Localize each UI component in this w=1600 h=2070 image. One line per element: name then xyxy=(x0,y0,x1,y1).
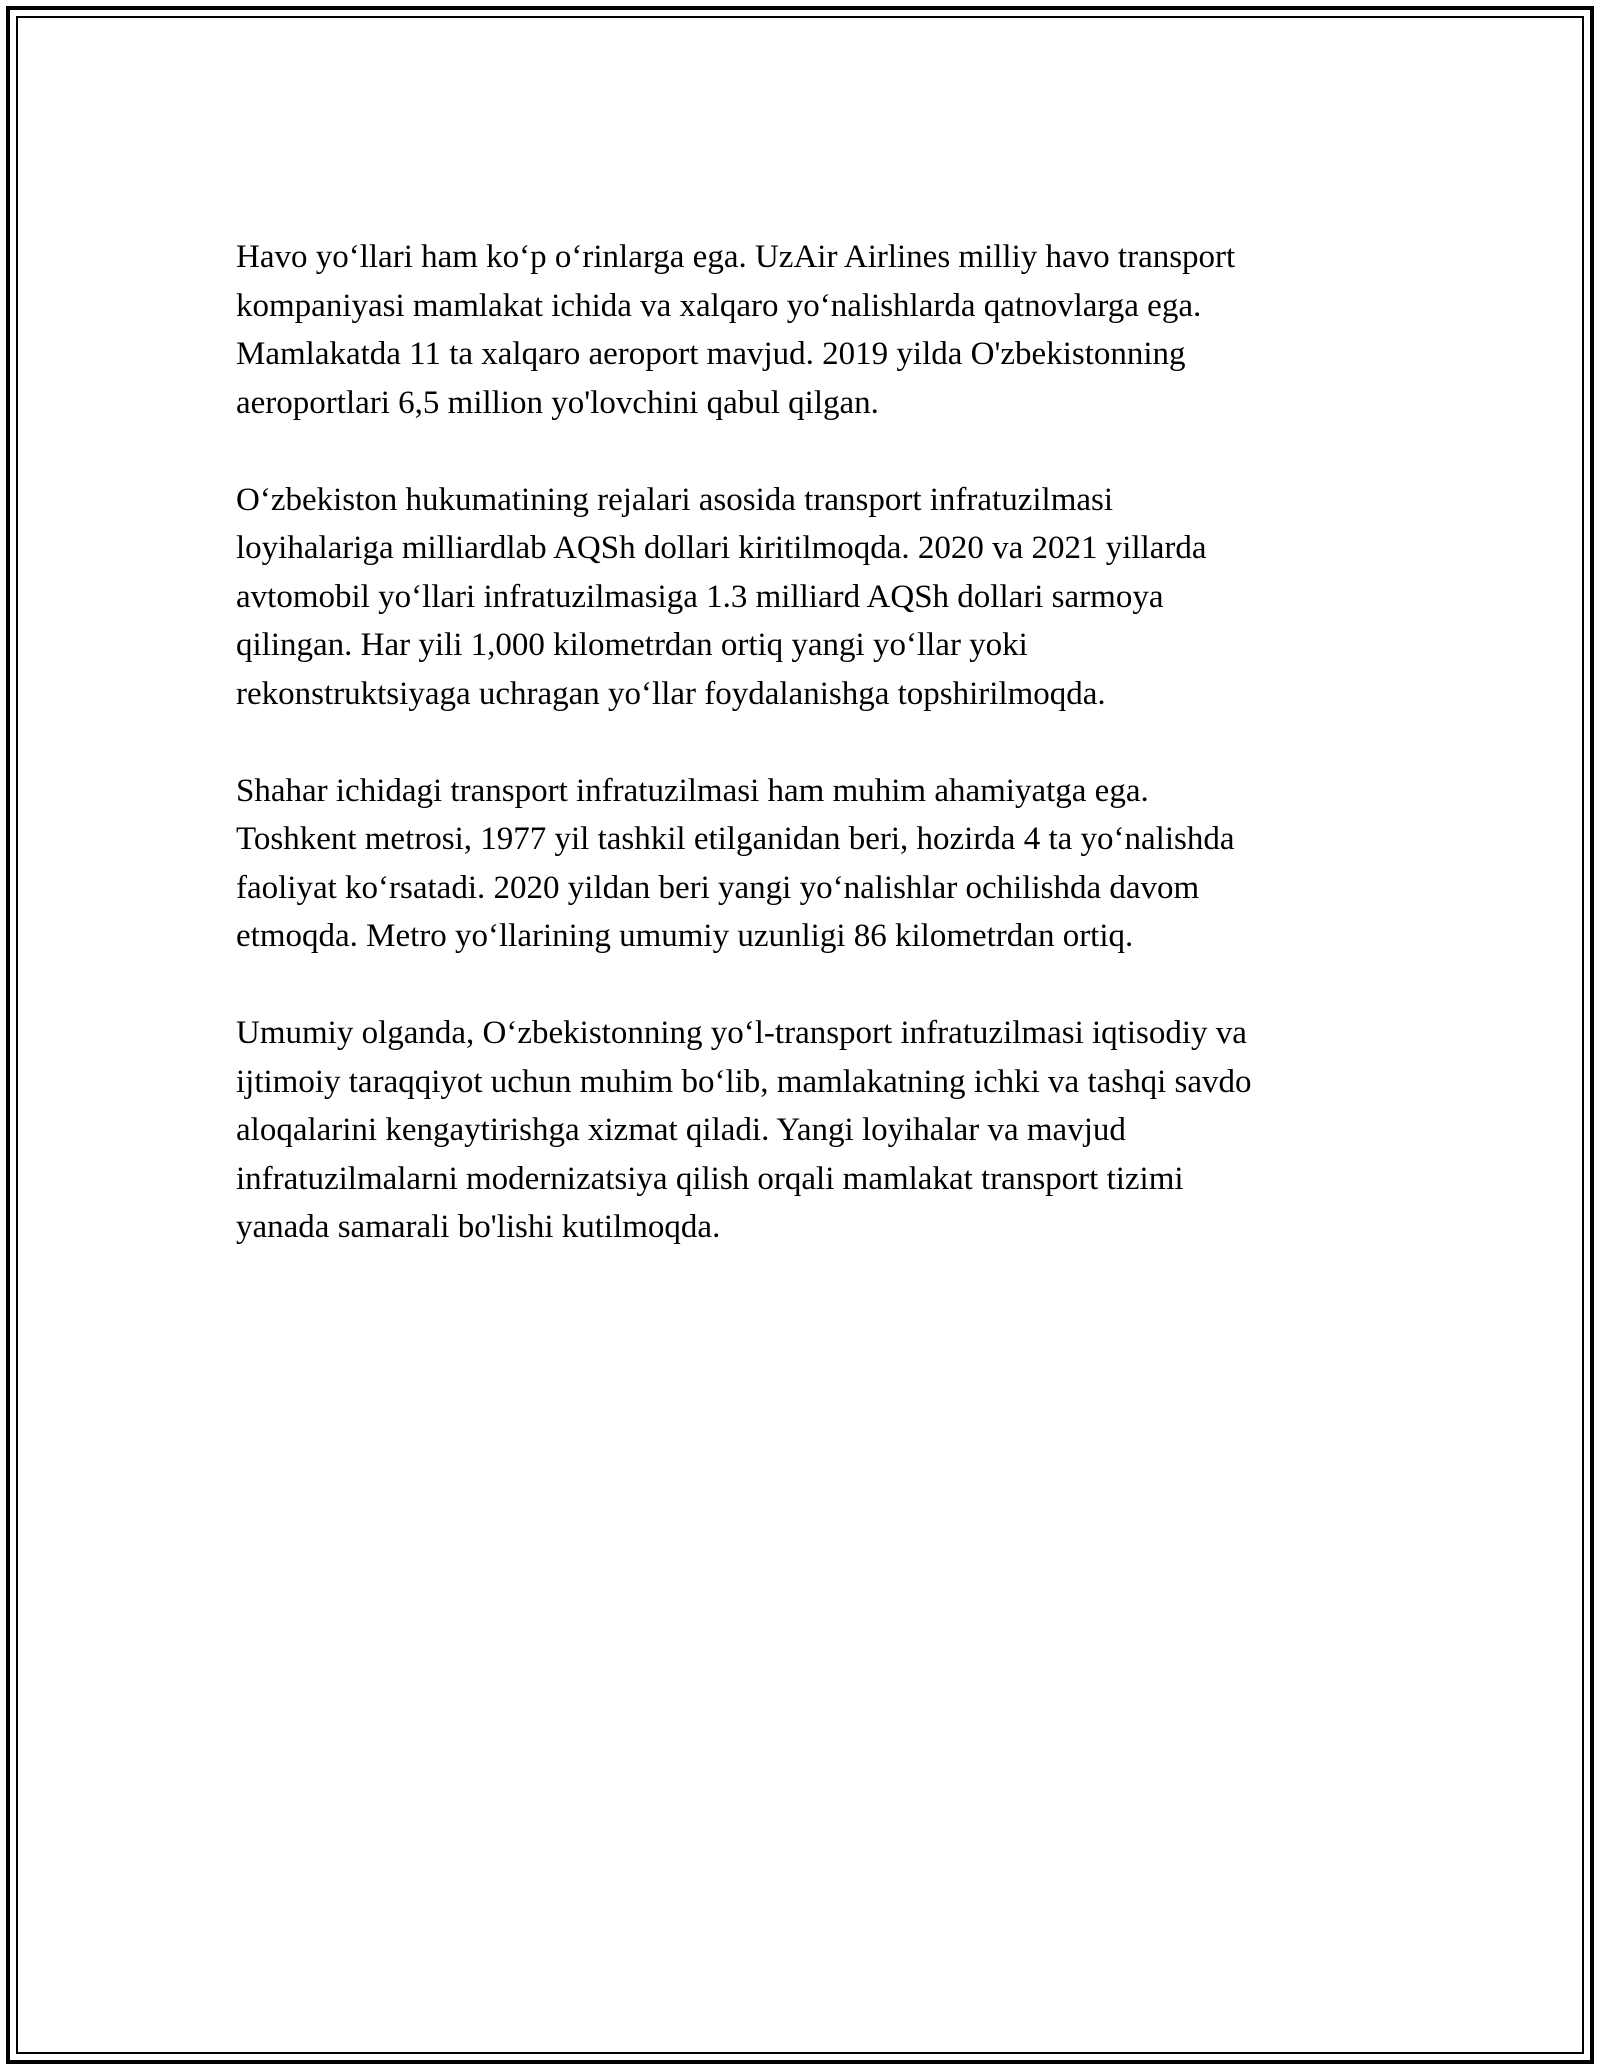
text-line: faoliyat ko‘rsatadi. 2020 yildan beri yangi yo‘nalishlar ochilishda davom xyxy=(236,869,1200,906)
text-line: Havo yo‘llari ham ko‘p o‘rinlarga ega. UzAir Airlines milliy havo transport xyxy=(236,239,1236,275)
text-line: kompaniyasi mamlakat ichida va xalqaro yo‘nalishlarda qatnovlarga ega. xyxy=(236,287,1202,324)
text-line: loyihalariga milliardlab AQSh dollari kiritilmoqda. 2020 va 2021 yillarda xyxy=(236,530,1207,566)
text-line: etmoqda. Metro yo‘llarining umumiy uzunligi 86 kilometrdan ortiq. xyxy=(236,918,1134,954)
text-line: O‘zbekiston hukumatining rejalari asosida transport infratuzilmasi xyxy=(236,481,1114,518)
text-line: aloqalarini kengaytirishga xizmat qiladi. Yangi loyihalar va mavjud xyxy=(236,1112,1126,1148)
text-line: Mamlakatda 11 ta xalqaro aeroport mavjud. 2019 yilda O'zbekistonning xyxy=(236,336,1186,372)
text-line: rekonstruktsiyaga uchragan yo‘llar foydalanishga topshirilmoqda. xyxy=(236,675,1106,712)
text-line: Shahar ichidagi transport infratuzilmasi ham muhim ahamiyatga ega. xyxy=(236,772,1149,809)
text-line: ijtimoiy taraqqiyot uchun muhim bo‘lib, mamlakatning ichki va tashqi savdo xyxy=(236,1063,1252,1100)
paragraph-government-plans xyxy=(236,476,1386,719)
text-line: infratuzilmalarni modernizatsiya qilish orqali mamlakat transport tizimi xyxy=(236,1160,1184,1197)
document-body xyxy=(236,233,1386,1300)
paragraph-urban-transport xyxy=(236,767,1386,961)
text-line: Umumiy olganda, O‘zbekistonning yo‘l-transport infratuzilmasi iqtisodiy va xyxy=(236,1015,1247,1051)
text-line: qilingan. Har yili 1,000 kilometrdan ortiq yangi yo‘llar yoki xyxy=(236,627,1028,663)
text-line: yanada samarali bo'lishi kutilmoqda. xyxy=(236,1209,721,1245)
paragraph-air-transport xyxy=(236,233,1386,427)
text-line: Toshkent metrosi, 1977 yil tashkil etilganidan beri, hozirda 4 ta yo‘nalishda xyxy=(236,821,1235,857)
text-line: avtomobil yo‘llari infratuzilmasiga 1.3 milliard AQSh dollari sarmoya xyxy=(236,578,1164,615)
paragraph-conclusion xyxy=(236,1009,1386,1252)
text-line: aeroportlari 6,5 million yo'lovchini qabul qilgan. xyxy=(236,384,879,421)
